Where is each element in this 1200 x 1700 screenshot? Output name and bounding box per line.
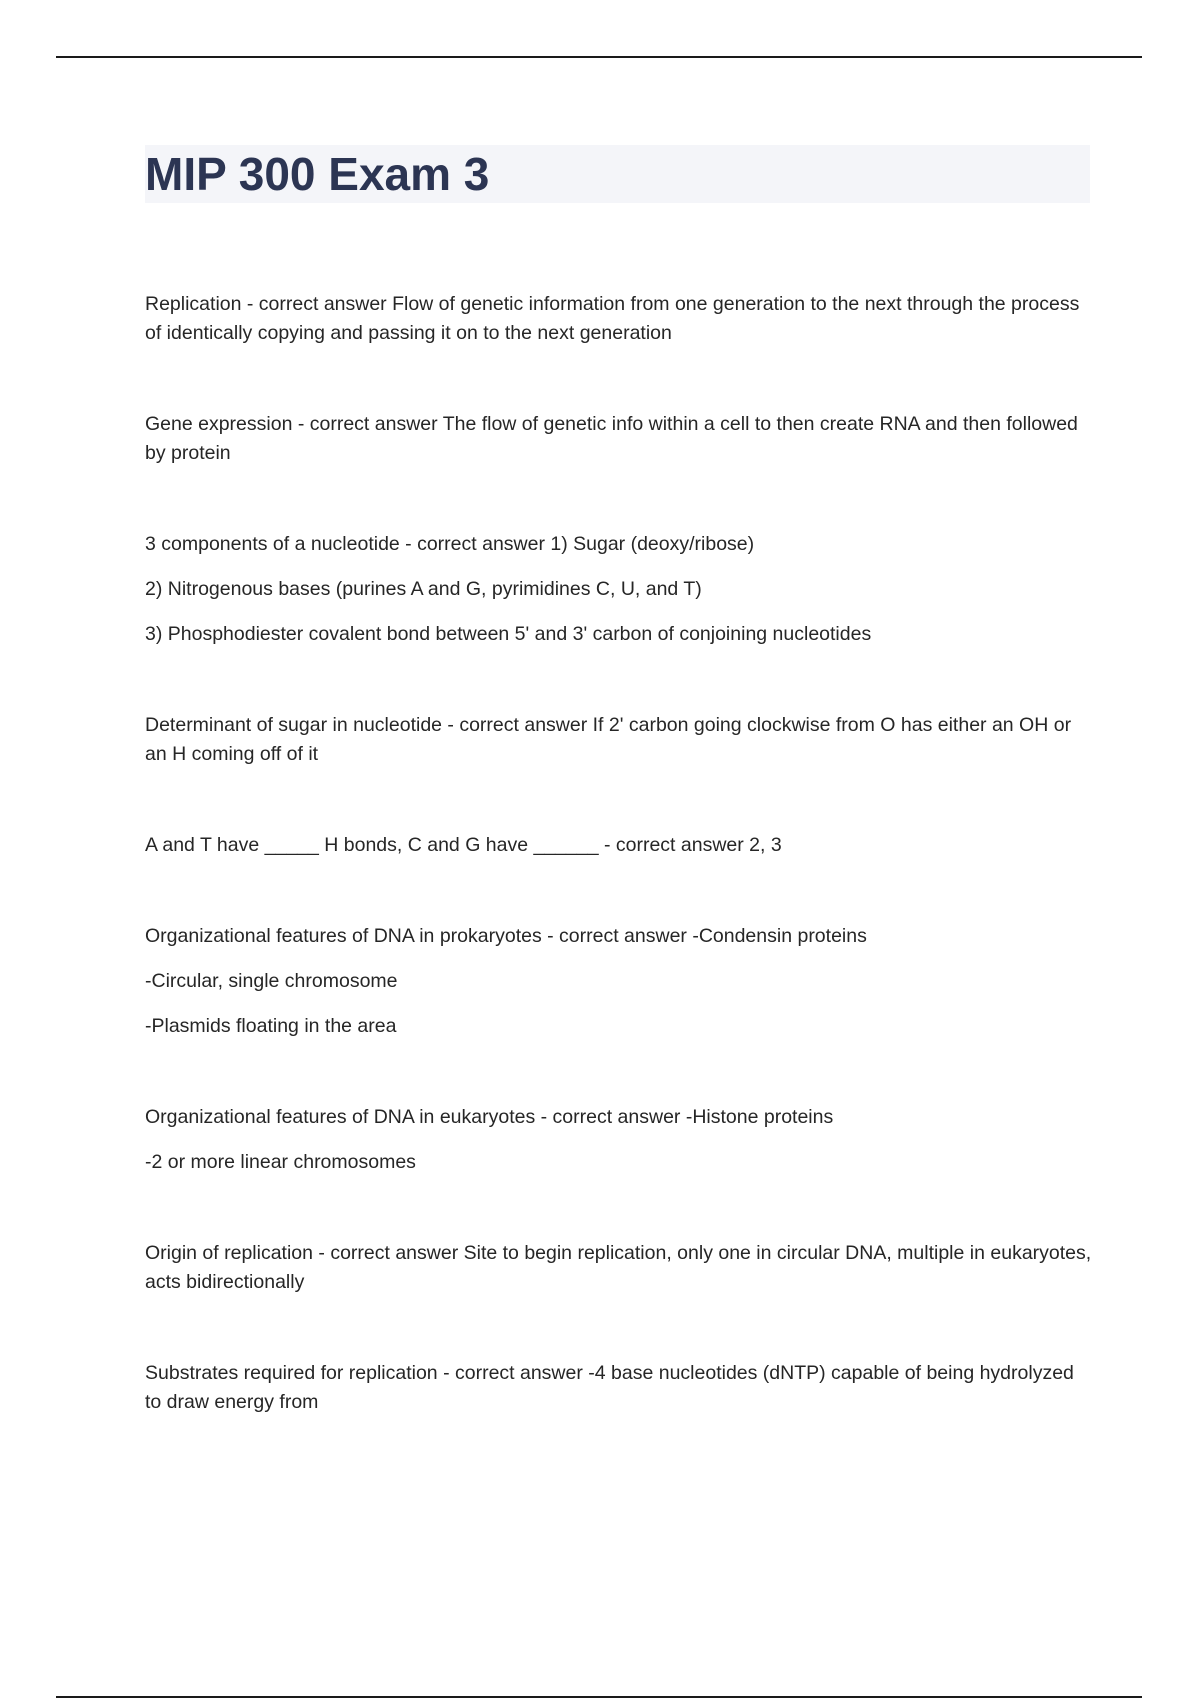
qa-line: 2) Nitrogenous bases (purines A and G, pyrimidines C, U, and T) [145,578,702,600]
qa-entry-replication [145,290,1095,348]
qa-line: Organizational features of DNA in eukaryotes - correct answer -Histone proteins [145,1106,834,1128]
qa-line: Replication - correct answer Flow of genetic information from one generation to the next through the process of identically copying and passing it on to the next generation [145,293,1080,344]
qa-entry-origin-of-replication [145,1239,1095,1297]
qa-entry-h-bonds [145,831,1095,860]
qa-line: A and T have _____ H bonds, C and G have ______ - correct answer 2, 3 [145,834,782,856]
qa-line: -Circular, single chromosome [145,970,398,992]
qa-line: -Plasmids floating in the area [145,1015,397,1037]
qa-line: Gene expression - correct answer The flow of genetic info within a cell to then create RNA and then followed by protein [145,413,1078,464]
qa-entry-gene-expression [145,410,1095,468]
qa-line: Organizational features of DNA in prokaryotes - correct answer -Condensin proteins [145,925,867,947]
qa-line: 3 components of a nucleotide - correct answer 1) Sugar (deoxy/ribose) [145,533,755,555]
qa-line: Determinant of sugar in nucleotide - correct answer If 2' carbon going clockwise from O has either an OH or an H coming off of it [145,714,1072,765]
qa-line: -2 or more linear chromosomes [145,1151,416,1173]
top-rule [56,56,1142,58]
qa-line: 3) Phosphodiester covalent bond between 5' and 3' carbon of conjoining nucleotides [145,623,872,645]
document-body [145,290,1095,1479]
qa-entry-prokaryote-dna [145,922,1095,1041]
qa-entry-nucleotide-components [145,530,1095,649]
bottom-rule [56,1696,1142,1698]
qa-line: Substrates required for replication - correct answer -4 base nucleotides (dNTP) capable of being hydrolyzed to draw energy from [145,1362,1074,1413]
qa-line: Origin of replication - correct answer Site to begin replication, only one in circular DNA, multiple in eukaryotes, acts bidirectionally [145,1242,1092,1293]
page-title: MIP 300 Exam 3 [145,148,490,200]
qa-entry-sugar-determinant [145,711,1095,769]
qa-entry-eukaryote-dna [145,1103,1095,1177]
qa-entry-replication-substrates [145,1359,1095,1417]
